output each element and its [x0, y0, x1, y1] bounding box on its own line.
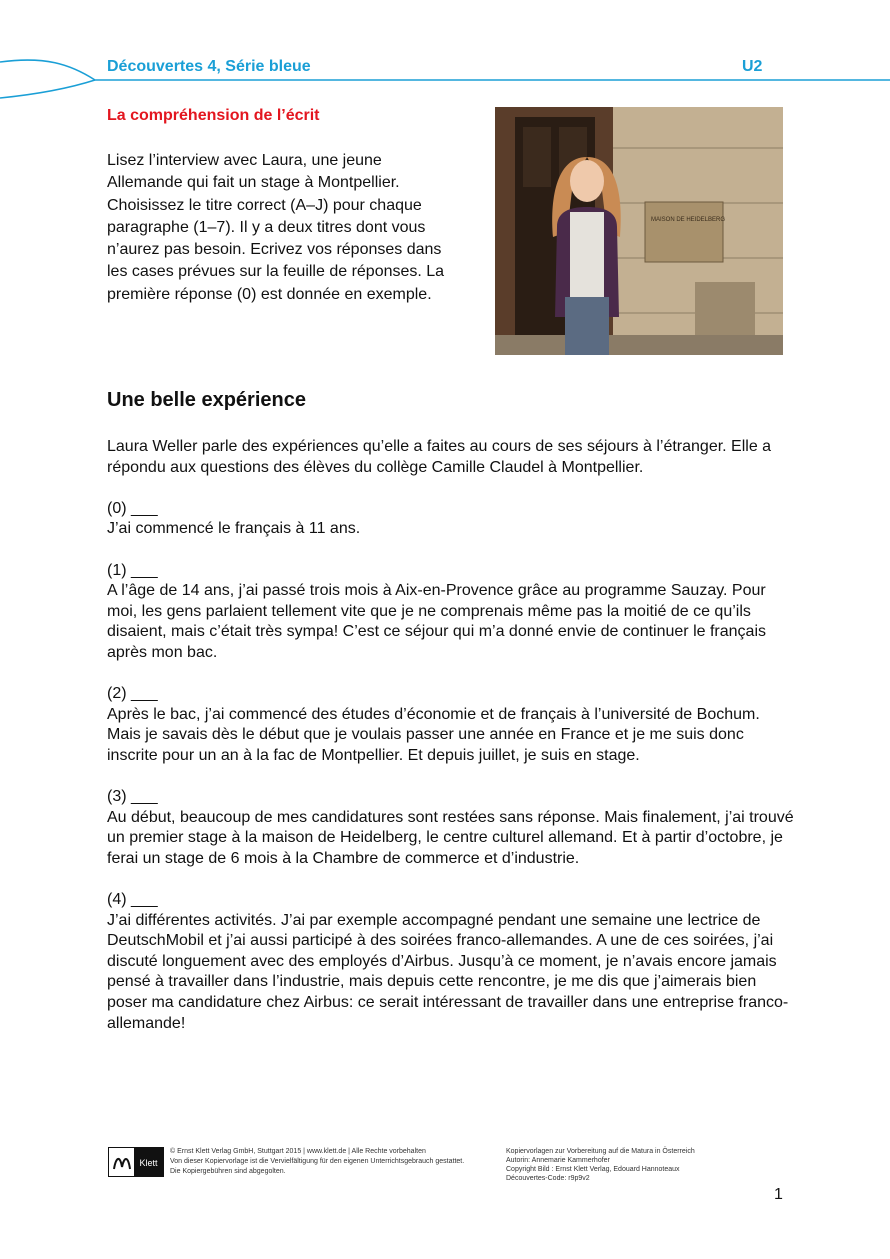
instructions-text: Lisez l’interview avec Laura, une jeune Allemande qui fait un stage à Montpellier. Choisissez le titre correct (A–J) pour chaque paragraphe (1–7). Il y a deux titres dont vous n’aurez pas besoin. Ecrivez vos réponses dans les cases prévues sur la feuille de réponses. La première réponse (0) est donnée en exemple.	[107, 152, 445, 303]
header-title: Découvertes 4, Série bleue	[107, 58, 311, 75]
answer-label-0: (0) ___	[107, 499, 158, 517]
footer-right-line: Découvertes-Code: r9p9v2	[506, 1175, 590, 1182]
footer-right-line: Kopiervorlagen zur Vorbereitung auf die Matura in Österreich	[506, 1148, 695, 1155]
answer-label-3: (3) ___	[107, 788, 158, 806]
paragraph-3	[107, 787, 797, 869]
page-number: 1	[774, 1186, 783, 1203]
paragraph-text-1: A l’âge de 14 ans, j’ai passé trois mois à Aix-en-Provence grâce au programme Sauzay. Pour moi, les gens parlaient tellement vite que je ne comprenais même pas la moitié de ce qu’ils disaient, mais c’était très sympa! C’est ce séjour qui m’a donné envie de continuer le français après mon bac.	[107, 582, 766, 661]
paragraph-text-2: Après le bac, j’ai commencé des études d’économie et de français à l’université de Bochum. Mais je savais dès le début que je voulais passer une année en France et je me suis donc inscrite pour un an à la fac de Montpellier. Et depuis juillet, je suis en stage.	[107, 705, 760, 764]
footer-left-line: Die Kopiergebühren sind abgegolten.	[170, 1168, 286, 1175]
footer-left-line: Von dieser Kopiervorlage ist die Vervielfältigung für den eigenen Unterrichtsgebrauch gestattet.	[170, 1158, 465, 1165]
answer-label-1: (1) ___	[107, 561, 158, 579]
klett-logo	[108, 1147, 164, 1177]
article-body	[107, 437, 797, 1055]
paragraph-1	[107, 561, 797, 664]
paragraph-text-3: Au début, beaucoup de mes candidatures sont restées sans réponse. Mais finalement, j’ai trouvé un premier stage à la maison de Heidelberg, le centre culturel allemand. Et à partir d’octobre, je ferai un stage de 6 mois à la Chambre de commerce et d’industrie.	[107, 808, 794, 867]
unit-code: U2	[742, 58, 763, 75]
footer-credits	[506, 1147, 766, 1183]
section-heading: La compréhension de l’écrit	[107, 107, 320, 124]
footer-copyright	[170, 1147, 490, 1177]
paragraph-0	[107, 499, 797, 540]
answer-label-4: (4) ___	[107, 891, 158, 909]
footer-right-line: Copyright Bild : Ernst Klett Verlag, Edouard Hannoteaux	[506, 1166, 680, 1173]
paragraph-2	[107, 684, 797, 766]
logo-text: Klett	[139, 1158, 158, 1168]
photo-laura	[495, 107, 783, 355]
paragraph-text-0: J’ai commencé le français à 11 ans.	[107, 520, 361, 538]
sign-text: MAISON DE HEIDELBERG	[651, 217, 726, 223]
footer-left-line: © Ernst Klett Verlag GmbH, Stuttgart 2015 | www.klett.de | Alle Rechte vorbehalten	[170, 1148, 426, 1155]
article-intro: Laura Weller parle des expériences qu’elle a faites au cours de ses séjours à l’étranger. Elle a répondu aux questions des élèves du collège Camille Claudel à Montpellier.	[107, 438, 772, 476]
paragraph-4	[107, 890, 797, 1034]
footer-right-line: Autorin: Annemarie Kammerhofer	[506, 1157, 610, 1164]
paragraph-text-4: J’ai différentes activités. J’ai par exemple accompagné pendant une semaine une lectrice de DeutschMobil et j’ai aussi participé à des soirées franco-allemandes. A une de ces soirées, j’ai discuté longuement avec des employés d’Airbus. Jusqu’à ce moment, je n’avais encore jamais pensé à travailler dans l’industrie, mais depuis cette rencontre, je me dis que j’aimerais bien poser ma candidature chez Airbus: ce serait intéressant de travailler dans une entreprise franco-allemande!	[107, 911, 789, 1032]
article-title: Une belle expérience	[107, 389, 306, 411]
answer-label-2: (2) ___	[107, 685, 158, 703]
